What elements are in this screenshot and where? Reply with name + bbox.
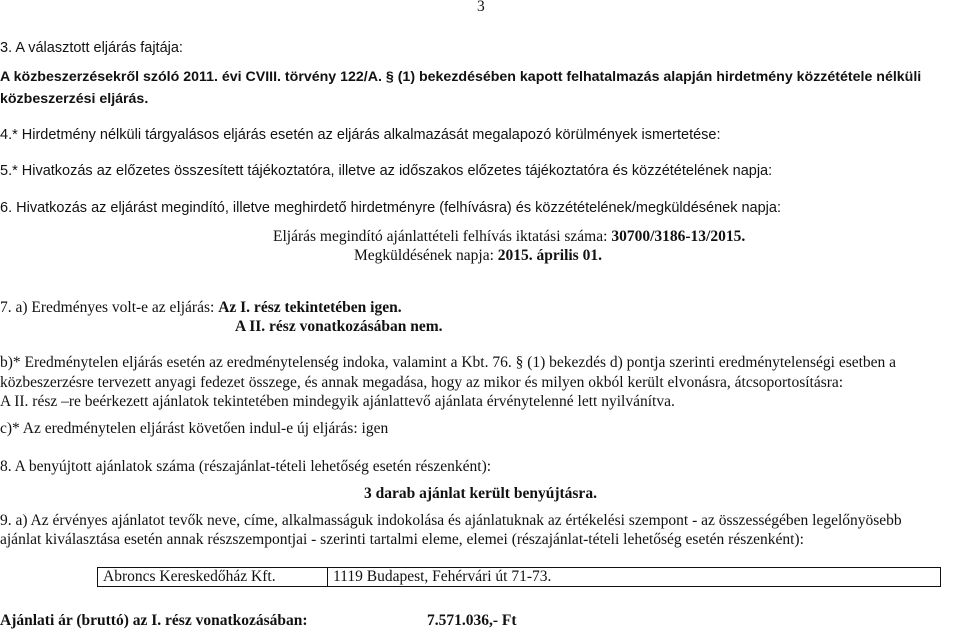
section-7a-part-2-result: A II. rész vonatkozásában nem. (235, 318, 443, 335)
section-7c-text: c)* Az eredménytelen eljárást követően indul-e új eljárás: igen (0, 420, 389, 437)
section-3-line-1: A közbeszerzésekről szóló 2011. évi CVIII. törvény 122/A. § (1) bekezdésében kapott felhatalmazás alapján hirdetmény közzététele nélküli (0, 69, 922, 85)
dispatch-date-value: 2015. április 01. (497, 247, 602, 264)
section-8-text: 8. A benyújtott ajánlatok száma (részajánlat-tételi lehetőség esetén részenként): (0, 458, 492, 475)
tender-reference-number: 30700/3186-13/2015. (611, 228, 746, 245)
price-value: 7.571.036,- Ft (427, 612, 517, 629)
section-9-line-2: ajánlat kiválasztása esetén annak részszempontjai - szerinti tartalmi eleme, elemei (részajánlat-tételi lehetőség esetén részenként): (0, 531, 804, 548)
bidder-name-cell: Abroncs Kereskedőház Kft. (97, 567, 328, 587)
section-5-text: 5.* Hivatkozás az előzetes összesített tájékoztatóra, illetve az időszakos előzetes tájékoztatóra és közzétételének napja: (0, 163, 773, 179)
section-7b-line-2: közbeszerzésre tervezett anyagi fedezet összege, és annak megadása, hogy az mikor és milyen okból került elvonásra, átcsoportosításra: (0, 374, 844, 391)
section-3-line-2: közbeszerzési eljárás. (0, 91, 149, 107)
section-7b-line-3: A II. rész –re beérkezett ajánlatok tekintetében mindegyik ajánlattevő ajánlata érvénytelenné lett nyilvánítva. (0, 393, 675, 410)
offers-count: 3 darab ajánlat került benyújtásra. (364, 485, 597, 502)
section-6-text: 6. Hivatkozás az eljárást megindító, illetve meghirdető hirdetményre (felhívásra) és közzétételének/megküldésének napja: (0, 200, 781, 216)
section-7a (0, 300, 402, 316)
tender-reference-label: Eljárás megindító ajánlattételi felhívás iktatási száma: (273, 228, 612, 245)
section-4-text: 4.* Hirdetmény nélküli tárgyalásos eljárás esetén az eljárás alkalmazását megalapozó körülmények ismertetése: (0, 127, 721, 143)
section-9-line-1: 9. a) Az érvényes ajánlatot tevők neve, címe, alkalmasságuk indokolása és ajánlatuknak az értékelési szempont - az összességében legelőnyösebb (0, 512, 902, 529)
section-7a-label: 7. a) Eredményes volt-e az eljárás: (0, 299, 219, 316)
bidder-address-cell: 1119 Budapest, Fehérvári út 71-73. (327, 567, 941, 587)
section-3-heading: 3. A választott eljárás fajtája: (0, 40, 183, 56)
page-number: 3 (477, 0, 485, 15)
dispatch-date (354, 248, 602, 264)
price-label: Ajánlati ár (bruttó) az I. rész vonatkozásában: (0, 612, 308, 629)
dispatch-date-label: Megküldésének napja: (354, 247, 498, 264)
tender-reference (273, 229, 745, 245)
section-7b-line-1: b)* Eredménytelen eljárás esetén az eredménytelenség indoka, valamint a Kbt. 76. § (1) bekezdés d) pontja szerinti eredménytelenségi esetben a (0, 354, 897, 371)
section-7a-part-1-result: Az I. rész tekintetében igen. (218, 299, 402, 316)
